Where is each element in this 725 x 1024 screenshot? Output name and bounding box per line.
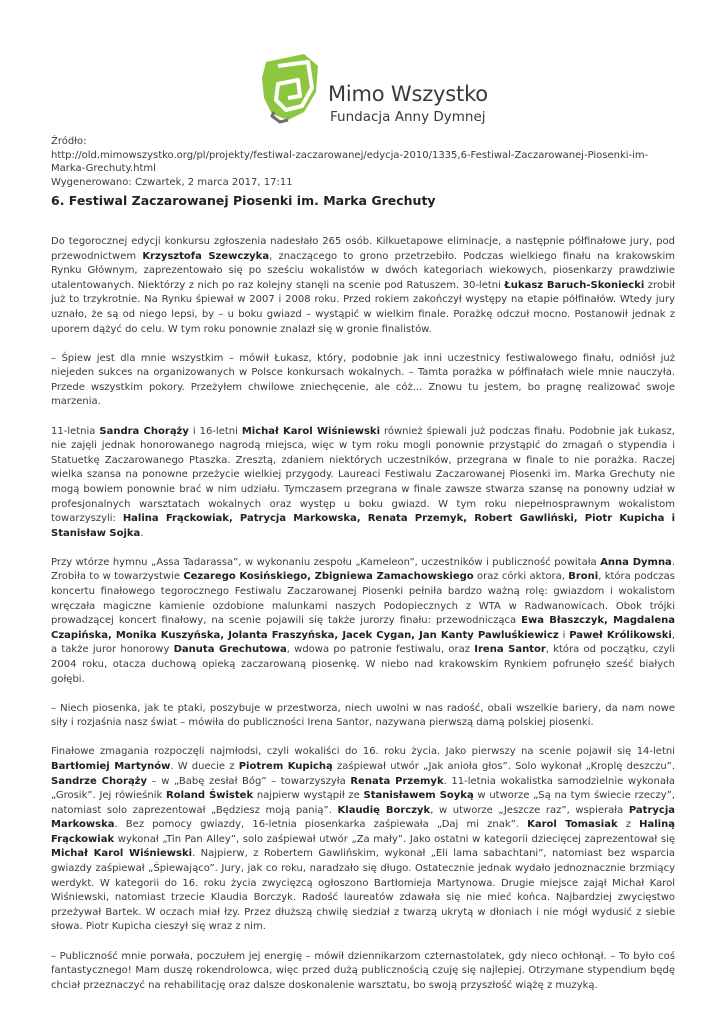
text-run: . Zrobiła to w towarzystwie <box>51 556 675 583</box>
text-run: zaśpiewał utwór „Jak anioła głos”. Solo wykonał „Kroplę deszczu”. <box>332 760 676 772</box>
text-run: – Publiczność mnie porwała, poczułem jej energię – mówił dziennikarzom czternastolatek, gdy nieco ochłonął. – To było coś fantastycznego! Mam duszę rokendrolowca, więc przed dużą publicznością czuję się najlepiej. Otrzymane stypendium będę chciał przeznaczyć na rehabilitację oraz dalsze doskonalenie warsztatu, bo swoją przyszłość wiążę z muzyką. <box>51 950 675 991</box>
bold-name: Broni <box>568 571 599 583</box>
article-paragraph <box>51 950 675 994</box>
bold-name: Klaudię Borczyk <box>337 804 431 816</box>
text-run: – Niech piosenka, jak te ptaki, poszybuje w przestworza, niech uwolni w nas radość, obali wszelkie bariery, da nam nowe siły i rozjaśnia nasz świat – mówiła do publiczności Irena Santor, nazywana pierwszą damą polskiej piosenki. <box>51 702 675 729</box>
text-run: i 16-letni <box>188 425 242 437</box>
text-run: . 11-letnia wokalistka samodzielnie wykonała „Grosik”. Jej rówieśnik <box>51 775 675 802</box>
text-run: z <box>617 819 640 831</box>
generated-date: Wygenerowano: Czwartek, 2 marca 2017, 17:11 <box>51 176 293 188</box>
document-meta <box>51 135 681 189</box>
bold-name: Anna Dymna <box>600 556 672 568</box>
bold-name: Haliną Frąckowiak <box>51 819 675 845</box>
bold-name: Piotrem Kupichą <box>238 760 333 772</box>
text-run: w utworze „Są na tym świecie rzeczy”, natomiast solo zaprezentował „Będziesz moją panią”. <box>51 790 675 816</box>
text-run: Do tegorocznej edycji konkursu zgłoszenia nadesłało 265 osób. Kilkuetapowe eliminacje, a następnie półfinałowe jury, pod przewodnictwem <box>51 236 675 262</box>
bold-name: Roland Świstek <box>166 790 254 802</box>
text-run: najpierw wystąpił ze <box>253 790 364 802</box>
bold-name: Sandra Chorąży <box>99 425 189 437</box>
article-paragraph <box>51 745 675 935</box>
article-paragraph <box>51 556 675 687</box>
text-run: – w „Babę zesłał Bóg” – towarzyszyła <box>147 775 351 787</box>
bold-name: Paweł Królikowski <box>569 629 672 641</box>
source-url-link[interactable]: http://old.mimowszystko.org/pl/projekty/festiwal-zaczarowanej/edycja-2010/1335,6-Festiwal-Zaczarowanej-Piosenki-im-Marka-Grechuty.html <box>51 149 649 174</box>
text-run: – Śpiew jest dla mnie wszystkim – mówił Łukasz, który, podobnie jak inni uczestnicy festiwalowego finału, odniósł już niejeden sukces na organizowanych w Polsce konkursach wokalnych. – Tamta porażka w półfinałach wiele mnie nauczyła. Przede wszystkim pokory. Przeżyłem chwilowe zniechęcenie, ale cóż... Znowu tu jestem, bo pragnę realizować swoje marzenia. <box>51 352 675 408</box>
article-paragraph <box>51 702 675 731</box>
bold-name: Sandrze Chorąży <box>51 775 148 787</box>
text-run: Finałowe zmagania rozpoczęli najmłodsi, czyli wokaliści do 16. roku życia. Jako pierwszy na scenie pojawił się 14-letni <box>51 746 675 758</box>
text-run: , a także juror honorowy <box>51 629 675 656</box>
article-title: 6. Festiwal Zaczarowanej Piosenki im. Marka Grechuty <box>51 193 436 208</box>
bold-name: Karol Tomasiak <box>527 819 618 831</box>
bold-name: Stanisławem Soyką <box>363 790 474 802</box>
text-run: . <box>140 527 144 539</box>
logo-subtitle: Fundacja Anny Dymnej <box>330 109 486 125</box>
text-run: . Najpierw, z Robertem Gawlińskim, wykonał „Eli lama sabachtani”, natomiast bez wsparcia gwiazdy zaśpiewał „Śpiewająco”. Jury, jak co roku, naradzało się długo. Ostatecznie jednak wydało jednoznacznie brzmiący werdykt. W kategorii do 16. roku życia zwycięzcą ogłoszono Bartłomieja Martynowa. Drugie miejsce zajął Michał Karol Wiśniewski, natomiast trzecie Klaudia Borczyk. Radość laureatów zdawała się nie mieć końca. Najbardziej zwycięstwo przeżywał Bartek. W oczach miał łzy. Przez dłuższą chwilę siedział z twarzą ukrytą w dłoniach i nie mógł wydusić z siebie słowa. Piotr Kupicha cieszył się wraz z nim. <box>51 848 676 933</box>
bold-name: Bartłomiej Martynów <box>51 760 171 772</box>
foundation-logo <box>258 52 488 132</box>
bold-name: Ewa Błaszczyk, Magdalena Czapińska, Monika Kuszyńska, Jolanta Fraszyńska, Jacek Cygan, Jan Kanty Pawluśkiewicz <box>51 615 675 641</box>
text-run: , wdowa po patronie festiwalu, oraz <box>286 644 475 656</box>
bold-name: Renata Przemyk <box>350 775 444 787</box>
bold-name: Michał Karol Wiśniewski <box>51 848 193 860</box>
text-run: . Bez pomocy gwiazdy, 16-letnia piosenkarka zaśpiewała „Daj mi znak”. <box>114 819 528 831</box>
text-run: wykonał „Tin Pan Alley”, solo zaśpiewał utwór „Za mały”. Jako ostatni w kategorii dziecięcej zaprezentował się <box>114 833 675 845</box>
logo-title: Mimo Wszystko <box>328 82 488 106</box>
text-run: 11-letnia <box>51 425 100 437</box>
bold-name: Patrycja Markowska <box>51 804 676 831</box>
bold-name: Danuta Grechutowa <box>173 644 287 656</box>
bold-name: Michał Karol Wiśniewski <box>241 425 380 437</box>
text-run: , znaczącego to grono przetrzebiło. Podczas wielkiego finału na krakowskim Rynku Głównym, zaprezentowało się po sześciu wokalistów w dwóch kategoriach wiekowych, piosenkarzy prawdziwie utalentowanych. Niektórzy z nich po raz kolejny stanęli na scenie pod Ratuszem. 30-letni <box>51 250 675 291</box>
bold-name: Cezarego Kosińskiego, Zbigniewa Zamachowskiego <box>183 571 474 583</box>
text-run: , która od początku, czyli 2004 roku, otacza duchową opieką zaczarowaną piosenkę. W niebo nad krakowskim Rynkiem pofrunęło sześć białych gołębi. <box>51 644 675 685</box>
spiral-logo-icon <box>258 52 324 124</box>
source-label: Źródło: <box>51 136 87 147</box>
text-run: również śpiewali już podczas finału. Podobnie jak Łukasz, nie zajęli jednak honorowanego nagrodą miejsca, więc w tym roku mogli ponownie przystąpić do zmagań o stypendia i Statuetkę Zaczarowanego Ptaszka. Zresztą, zdaniem niektórych uczestników, przegrana w finale to nie porażka. Raczej wielka szansa na ponowne przeżycie wielkiej przygody. Laureaci Festiwalu Zaczarowanej Piosenki im. Marka Grechuty nie mogą bowiem ponownie brać w nim udziału. Tymczasem przegrana w finale zawsze stwarza szansę na ponowny udział w profesjonalnych warsztatach wokalnych oraz występ u boku gwiazd. W tym roku niepełnosprawnym wokalistom towarzyszyli: <box>51 425 675 525</box>
text-run: , w utworze „Jeszcze raz”, wspierała <box>430 804 629 816</box>
text-run: zrobił już to trzykrotnie. Na Rynku śpiewał w 2007 i 2008 roku. Przed rokiem zakończył występy na etapie półfinałów. Wtedy jury uznało, że są od niego lepsi, by – u boku gwiazd – wystąpić w wielkim finale. Porażkę odczuł mocno. Postanowił jednak z uporem dążyć do celu. W tym roku ponownie znalazł się w gronie finalistów. <box>51 279 676 335</box>
text-run: i <box>558 629 570 641</box>
article-paragraph <box>51 235 675 337</box>
bold-name: Irena Santor <box>474 644 546 656</box>
text-run: Przy wtórze hymnu „Assa Tadarassa”, w wykonaniu zespołu „Kameleon”, uczestników i publiczność powitała <box>51 556 601 568</box>
bold-name: Halina Frąckowiak, Patrycja Markowska, Renata Przemyk, Robert Gawliński, Piotr Kupicha i Stanisław Sojka <box>51 513 676 539</box>
bold-name: Łukasz Baruch-Skoniecki <box>504 279 645 291</box>
text-run: , która podczas koncertu finałowego tegorocznego Festiwalu Zaczarowanej Piosenki pełniła bardzo ważną rolę: gwiazdom i wokalistom wręczała magiczne kamienie ozdobione malunkami naszych Podopiecznych z WTA w Radwanowicach. Obok trójki prowadzącej koncert finałowy, na scenie pojawili się także jurorzy finału: przewodnicząca <box>51 571 675 627</box>
article-paragraph <box>51 352 675 410</box>
bold-name: Krzysztofa Szewczyka <box>142 250 270 262</box>
text-run: . W duecie z <box>170 760 239 772</box>
article-body <box>51 235 675 1008</box>
article-paragraph <box>51 425 675 542</box>
text-run: oraz córki aktora, <box>473 571 569 583</box>
